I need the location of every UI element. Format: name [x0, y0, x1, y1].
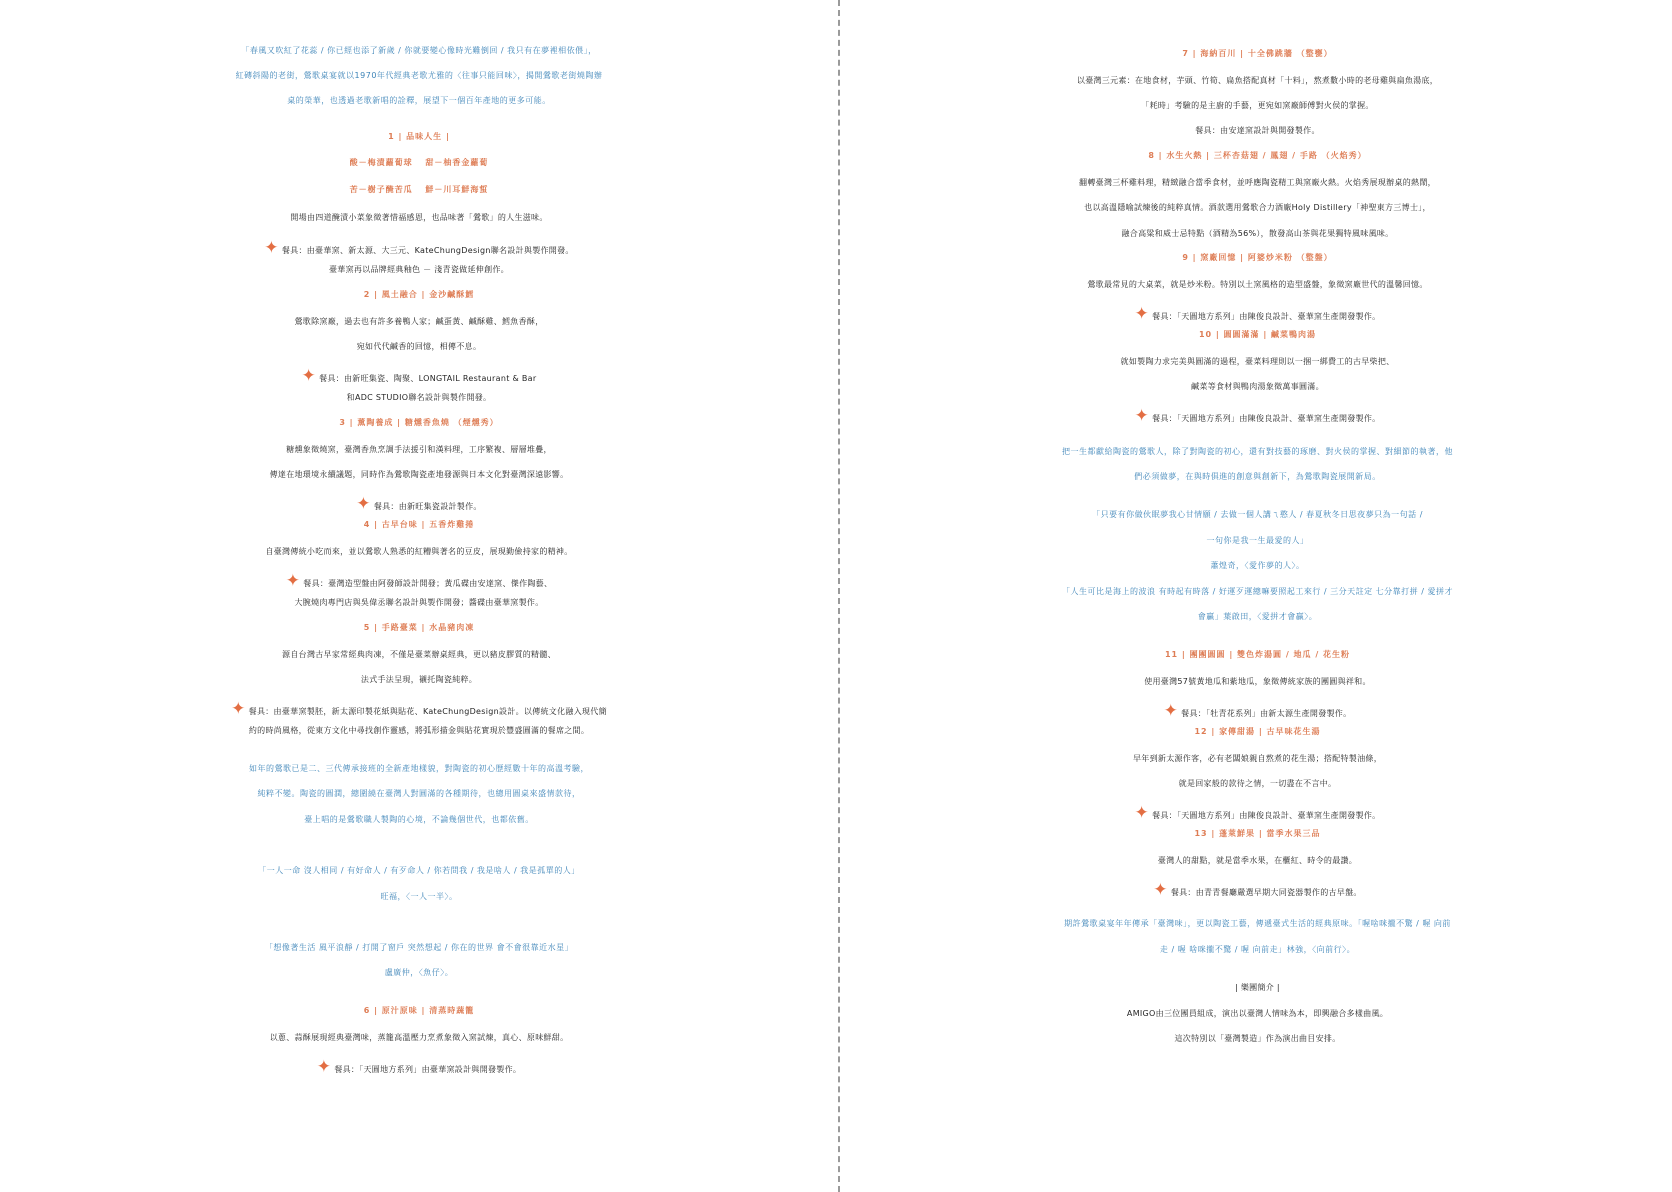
right-page [843, 0, 1672, 1192]
course-title: 酸－梅漬蘿蔔球 甜－柚香金蘿蔔 [349, 158, 489, 167]
tableware-line: ✦ 餐具：「天圓地方系列」由陳俊良設計、臺華窯生產開發製作。 [1134, 803, 1381, 823]
star-bullet-icon: ✦ [301, 366, 317, 386]
closing-line: 期許鶯歌桌宴年年傳承「臺灣味」，更以陶瓷工藝，傳遞臺式生活的經典原味。「喔啥咪攏不驚 / 喔 向前 [1064, 919, 1451, 928]
interlude-line: 純粹不變。陶瓷的圓潤，總圍繞在臺灣人對圓滿的各種期待，也總用圓桌來盛情款待， [257, 789, 581, 798]
intro-line: 紅磚斜陽的老街，鶯歌桌宴就以1970年代經典老歌尤雅的〈往事只能回味〉，揭開鶯歌老街燒陶辦 [235, 71, 603, 80]
course-description: 翻轉臺灣三杯雞料理，精緻融合當季食材，並呼應陶瓷精工與窯廠火熱。火焰秀展現辦桌的熱鬧， [1079, 178, 1436, 187]
course-title: 3 | 薰陶養成 | 糖燻香魚燒 （煙燻秀） [339, 418, 499, 427]
course-description: 源自台灣古早家常經典肉凍，不僅是臺菜辦桌經典，更以豬皮膠質的精髓、 [282, 650, 556, 659]
tableware-line: ✦ 餐具：由臺華窯製胚，新太源印製花紙與貼花、KateChungDesign設計。以傳統文化融入現代簡 [231, 699, 607, 719]
course-title: 2 | 風土融合 | 金沙鹹酥鱈 [363, 290, 475, 299]
course-title: 4 | 古早台味 | 五香炸雞捲 [363, 520, 475, 529]
star-bullet-icon: ✦ [316, 1057, 332, 1077]
course-description: 就如製陶力求完美與圓滿的過程，臺菜料理則以一捆一綁費工的古早柴把、 [1120, 357, 1395, 366]
course-title: 12 | 家傳甜湯 | 古早味花生湯 [1194, 727, 1321, 736]
song-lyric: 「人生可比是海上的波浪 有時起有時落 / 好運歹運總嘛要照起工來行 / 三分天註定 七分靠打拼 / 愛拼才 [1062, 587, 1453, 596]
tableware-line: ✦ 餐具：由新旺集瓷、陶聚、LONGTAIL Restaurant & Bar [301, 366, 537, 386]
tableware-line: ✦ 餐具：由新旺集瓷設計製作。 [356, 494, 482, 514]
star-bullet-icon: ✦ [1163, 701, 1179, 721]
course-title: 5 | 手路臺菜 | 水晶豬肉凍 [363, 623, 475, 632]
course-description: 鹹菜等食材與鴨肉湯象徵萬事圓滿。 [1191, 382, 1324, 391]
course-title: 13 | 蓬萊鮮果 | 當季水果三品 [1194, 829, 1321, 838]
song-credit: 會贏」葉啟田，〈愛拼才會贏〉。 [1197, 612, 1318, 621]
star-bullet-icon: ✦ [285, 571, 301, 591]
course-title: 11 | 團團圓圓 | 雙色炸湯圓 / 地瓜 / 花生粉 [1164, 650, 1351, 659]
course-description: 自臺灣傳統小吃而來，並以鶯歌人熟悉的紅糟與著名的豆皮，展現勤儉持家的精神。 [265, 547, 573, 556]
band-description: AMIGO由三位團員組成，演出以臺灣人情味為本，即興融合多樣曲風。 [1126, 1009, 1389, 1018]
course-description: 開場由四道醃漬小菜象徵著惜福感恩，也品味著「鶯歌」的人生滋味。 [290, 213, 548, 222]
course-title: 10 | 圓圓滿滿 | 鹹菜鴨肉湯 [1198, 330, 1317, 339]
course-title: 9 | 窯廠回憶 | 阿婆炒米粉 （整盤） [1182, 253, 1333, 262]
closing-line: 走 / 喔 啥咪攏不驚 / 喔 向前走」林強，〈向前行〉。 [1159, 945, 1356, 954]
tableware-line: ✦ 餐具：「天圓地方系列」由陳俊良設計、臺華窯生產開發製作。 [1134, 406, 1381, 426]
tableware-line: 臺華窯再以品牌經典釉色 － 淺青瓷做延伸創作。 [329, 265, 509, 274]
course-title: 7 | 海納百川 | 十全佛跳牆 （整甕） [1182, 49, 1333, 58]
course-description: 臺灣人的甜點，就是當季水果，在櫃紅、時令的最讚。 [1157, 856, 1358, 865]
course-description: 早年到新太源作客，必有老闆娘親自熬煮的花生湯；搭配特製油條， [1133, 754, 1382, 763]
course-description: 就是回家般的款待之情，一切盡在不言中。 [1178, 779, 1337, 788]
star-bullet-icon: ✦ [1153, 880, 1168, 900]
tableware-line: ✦ 餐具：「牡青花系列」由新太源生產開發製作。 [1163, 701, 1352, 721]
intro-line: 桌的榮華，也透過老歌新唱的詮釋，展望下一個百年產地的更多可能。 [287, 96, 551, 105]
star-bullet-icon: ✦ [1134, 406, 1150, 426]
interlude-line: 們必須做夢，在與時俱進的創意與創新下，為鶯歌陶瓷展開新局。 [1134, 472, 1381, 481]
course-description: 法式手法呈現，襯托陶瓷純粹。 [360, 675, 478, 684]
course-title: 苦－樹子醃苦瓜 鮮－川耳鮮海蜇 [349, 185, 489, 194]
band-description: 這次特別以「臺灣製造」作為演出曲目安排。 [1174, 1034, 1341, 1043]
band-heading: | 樂團簡介 | [1235, 983, 1280, 992]
interlude-line: 把一生都獻給陶瓷的鶯歌人，除了對陶瓷的初心，還有對技藝的琢磨、對火侯的掌握、對細節的執著，他 [1062, 447, 1453, 456]
course-description: 也以高溫隱喻試煉後的純粹真情。酒款選用鶯歌合力酒廠Holy Distillery「神聖東方三博士」， [1084, 203, 1431, 212]
song-credit: 盧廣仲，〈魚仔〉。 [384, 968, 454, 977]
interlude-line: 如年的鶯歌已是二、三代傳承接班的全新產地樣貌，對陶瓷的初心歷經數十年的高溫考驗， [249, 764, 589, 773]
course-description: 「耗時」考驗的是主廚的手藝，更宛如窯廠師傅對火侯的掌握。 [1141, 101, 1374, 110]
star-bullet-icon: ✦ [264, 238, 279, 258]
star-bullet-icon: ✦ [1134, 803, 1150, 823]
course-description: 鶯歌最常見的大桌菜，就是炒米粉。特別以土窯風格的造型盛盤，象徵窯廠世代的溫馨回憶。 [1087, 280, 1428, 289]
course-title: 8 | 水生火熱 | 三杯杏菇翅 / 鳳翅 / 手路 （火焰秀） [1148, 151, 1367, 160]
course-description: 融合高粱和威士忌特點（酒精為56%），散發高山茶與花果獨特風味風味。 [1121, 229, 1394, 238]
course-description: 以臺灣三元素：在地食材，芋頭、竹筍、扁魚搭配真材「十料」，熬煮數小時的老母雞與扁魚湯底， [1076, 76, 1439, 85]
course-description: 鶯歌除窯廠，過去也有許多養鴨人家；鹹蛋黃、鹹酥雞、鱈魚香酥， [294, 317, 544, 326]
star-bullet-icon: ✦ [231, 699, 246, 719]
course-description: 傳達在地環境永續議題，同時作為鶯歌陶瓷產地發源與日本文化對臺灣深遠影響。 [269, 470, 569, 479]
tableware-line: 約的時尚風格，從東方文化中尋找創作靈感，將弧形描金與貼花實現於豐盛圓滿的餐席之間。 [248, 726, 590, 735]
song-credit: 旺福，〈一人一半〉。 [380, 892, 458, 901]
tableware-line: 大腕燒肉專門店與吳偉丞聯名設計與製作開發；醬碟由臺華窯製作。 [294, 598, 544, 607]
star-bullet-icon: ✦ [356, 494, 371, 514]
song-lyric: 一句你是我一生最愛的人」 [1206, 536, 1309, 545]
course-description: 宛如代代鹹香的回憶，相傳不息。 [356, 342, 482, 351]
star-bullet-icon: ✦ [1134, 304, 1150, 324]
intro-line: 「春風又吹紅了花蕊 / 你已經也添了新歲 / 你就要變心像時光難倒回 / 我只有在夢裡相依偎」， [241, 46, 597, 55]
page-divider [838, 0, 840, 1192]
song-lyric: 「只要有你做伙眠夢我心甘情願 / 去做一個人講ㄟ憨人 / 春夏秋冬日思夜夢只為一句話 / [1092, 510, 1423, 519]
tableware-line: ✦ 餐具：由青青餐廳嚴選早期大同瓷器製作的古早盤。 [1153, 880, 1362, 900]
song-lyric: 「一人一命 沒人相同 / 有好命人 / 有歹命人 / 你若問我 / 我是啥人 / 我是孤單的人」 [258, 866, 580, 875]
tableware-line: 和ADC STUDIO聯名設計與製作開發。 [346, 393, 492, 402]
course-description: 餐具：由安達窯設計與開發製作。 [1195, 126, 1320, 135]
course-description: 糖燻象徵燒窯，臺灣香魚烹調手法援引和漢料理，工序繁複、層層堆疊， [286, 445, 552, 454]
course-description: 使用臺灣57號黃地瓜和紫地瓜，象徵傳統家族的團圓與祥和。 [1144, 677, 1371, 686]
tableware-line: ✦ 餐具：「天圓地方系列」由陳俊良設計、臺華窯生產開發製作。 [1134, 304, 1381, 324]
tableware-line: ✦ 餐具：臺灣造型盤由阿發師設計開發；黃瓜碟由安達窯、傑作陶藝、 [285, 571, 553, 591]
song-credit: 蕭煌奇，〈愛作夢的人〉。 [1210, 561, 1305, 570]
tableware-line: ✦ 餐具：由臺華窯、新太源、大三元、KateChungDesign聯名設計與製作開發。 [264, 238, 574, 258]
song-lyric: 「想像著生活 風平浪靜 / 打開了窗戶 突然想起 / 你在的世界 會不會很靠近水星」 [264, 943, 574, 952]
course-title: 1 | 品味人生 | [388, 132, 450, 141]
course-description: 以蔥、蒜酥展現經典臺灣味，蒸籠高溫壓力烹煮象徵入窯試煉，真心、原味鮮甜。 [269, 1033, 569, 1042]
course-title: 6 | 原汁原味 | 清蒸時蔬籠 [363, 1006, 475, 1015]
interlude-line: 臺上唱的是鶯歌職人製陶的心境，不論幾個世代，也都依舊。 [304, 815, 534, 824]
tableware-line: ✦ 餐具：「天圓地方系列」由臺華窯設計與開發製作。 [316, 1057, 522, 1077]
